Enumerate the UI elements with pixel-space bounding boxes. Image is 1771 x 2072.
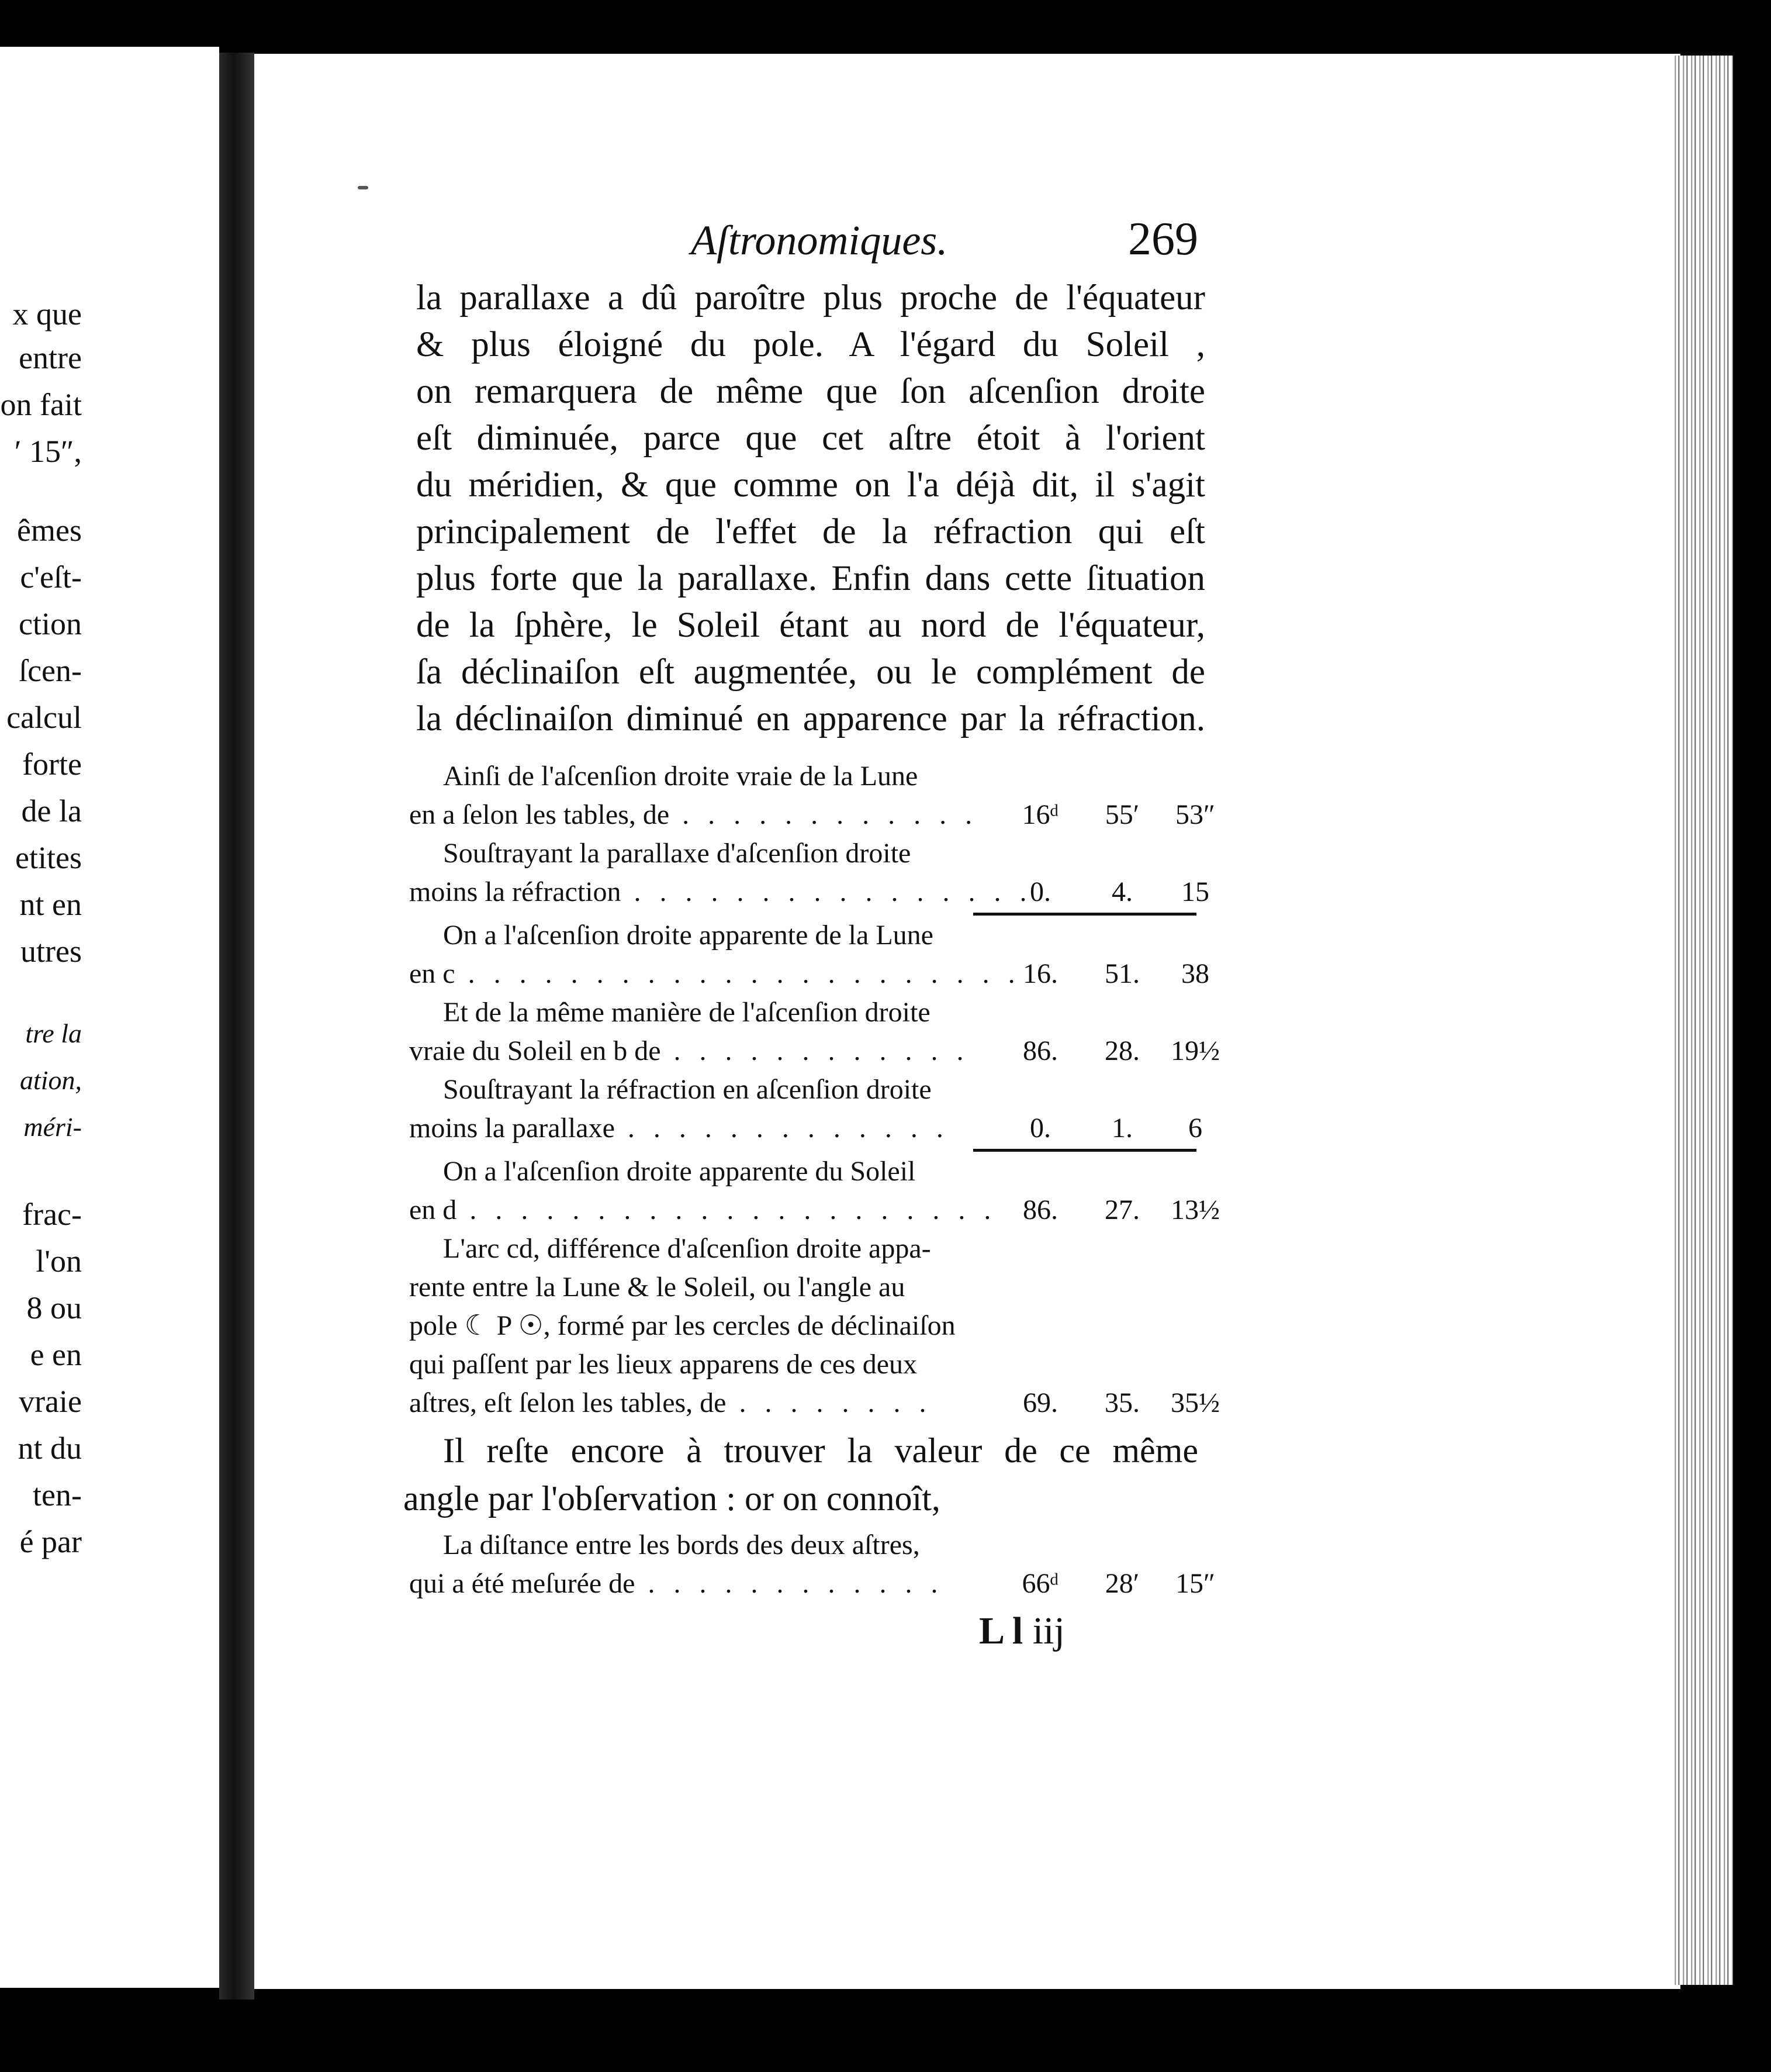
degrees-value [999, 1307, 1081, 1345]
degrees-value [999, 1526, 1081, 1565]
calc-label [409, 1109, 964, 1148]
degrees-value: 0. [1030, 1113, 1051, 1144]
minutes-value [1081, 834, 1163, 873]
closing-line: Il reſte encore à trouver la valeur de ce même [443, 1431, 1198, 1470]
calc-label [409, 834, 964, 873]
seconds-value [1163, 1268, 1227, 1307]
minutes-value: 51. [1105, 958, 1140, 989]
degrees-value [999, 1070, 1081, 1109]
paragraph-line: on remarquera de même que ſon aſcenſion droite [416, 372, 1205, 411]
calc-label-text: On a l'aſcenſion droite apparente de la Lune [443, 920, 933, 951]
paragraph-line: & plus éloigné du pole. A l'égard du Soleil , [416, 325, 1205, 364]
calc-row [409, 955, 1209, 993]
minutes-value [1081, 1070, 1163, 1109]
facing-page-line: nt du [18, 1431, 82, 1466]
page-number: 269 [1128, 213, 1198, 265]
facing-page-line: forte [22, 747, 82, 782]
minutes-value: 55′ [1105, 799, 1140, 830]
leader-dots: . . . . . . . . . . . . [660, 1035, 970, 1066]
calc-label [409, 1191, 997, 1230]
seconds-value [1163, 993, 1227, 1032]
calc-label-text: L'arc cd, différence d'aſcenſion droite appa- [443, 1233, 931, 1264]
calc-row [409, 1152, 1198, 1191]
paragraph-line: la déclinaiſon diminué en apparence par la réfraction. [416, 699, 1205, 738]
calc-label-text: moins la parallaxe [409, 1113, 615, 1144]
minutes-value [1081, 1526, 1163, 1565]
degrees-value [999, 757, 1081, 796]
seconds-value: 15″ [1175, 1568, 1215, 1599]
minutes-value: 28′ [1105, 1568, 1140, 1599]
calc-label-text: en c [409, 958, 455, 989]
facing-page-line: vraie [19, 1384, 82, 1419]
facing-page-line: e en [30, 1337, 82, 1372]
facing-page-line: ation, [19, 1065, 82, 1095]
minutes-value [1081, 1230, 1163, 1268]
leader-dots: . . . . . . . . . . . . . . . . [621, 876, 1033, 907]
seconds-value [1163, 1526, 1227, 1565]
calc-label [409, 1230, 964, 1268]
degrees-value [999, 993, 1081, 1032]
calc-label [409, 955, 1021, 993]
minutes-value: 4. [1112, 876, 1133, 907]
calc-label [409, 1152, 964, 1191]
paragraph-line: eſt diminuée, parce que cet aſtre étoit à l'orient [416, 419, 1205, 458]
minutes-value: 35. [1105, 1387, 1140, 1418]
leader-dots: . . . . . . . . . . . . [635, 1568, 944, 1599]
seconds-value: 38 [1181, 958, 1209, 989]
minutes-value [1081, 1152, 1163, 1191]
calc-label [409, 1307, 964, 1345]
calc-row [409, 1526, 1198, 1565]
facing-page-line: é par [19, 1524, 82, 1559]
degrees-value: 0. [1030, 876, 1051, 907]
calc-row [409, 1070, 1198, 1109]
calc-label [409, 796, 978, 834]
calc-row [409, 1032, 1220, 1070]
minutes-value [1081, 916, 1163, 955]
facing-page-line: x que [12, 296, 82, 331]
calc-row [409, 834, 1198, 873]
facing-page-line: c'eſt- [20, 560, 82, 595]
paragraph-line: plus forte que la parallaxe. Enfin dans cette ſituation [416, 559, 1205, 598]
degrees-value: 16ᵈ [1022, 799, 1059, 830]
calc-label [409, 873, 1033, 911]
paragraph-line: la parallaxe a dû paroître plus proche de l'équateur [416, 278, 1205, 317]
degrees-value [999, 1230, 1081, 1268]
facing-page-line: on fait [0, 387, 82, 422]
calc-label-text: Ainſi de l'aſcenſion droite vraie de la Lune [443, 761, 918, 792]
leader-dots: . . . . . . . . . . . . . . . . . . . . . [456, 1194, 997, 1225]
facing-page-line: l'on [36, 1244, 82, 1279]
calc-label [409, 1565, 964, 1603]
facing-page-line: ten- [33, 1477, 82, 1512]
calc-label-text: Souſtrayant la parallaxe d'aſcenſion droite [443, 838, 911, 869]
minutes-value [1081, 1307, 1163, 1345]
seconds-value: 19½ [1171, 1035, 1220, 1066]
degrees-value: 69. [1023, 1387, 1058, 1418]
calc-label-text: rente entre la Lune & le Soleil, ou l'angle au [409, 1272, 905, 1303]
leader-dots: . . . . . . . . [726, 1387, 932, 1418]
seconds-value: 13½ [1171, 1194, 1220, 1225]
calc-label-text: moins la réfraction [409, 876, 621, 907]
seconds-value [1163, 1230, 1227, 1268]
calc-label-text: pole ☾ P ☉, formé par les cercles de déclinaiſon [409, 1310, 956, 1341]
body-paragraph [416, 275, 1205, 743]
facing-page-line: calcul [6, 700, 82, 735]
minutes-value [1081, 1268, 1163, 1307]
calc-label [409, 1070, 964, 1109]
calc-label-text: Souſtrayant la réfraction en aſcenſion droite [443, 1074, 932, 1105]
minutes-value [1081, 1345, 1163, 1384]
ink-mark [358, 186, 368, 189]
calc-row [409, 1565, 1215, 1603]
calc-label-text: On a l'aſcenſion droite apparente du Soleil [443, 1156, 916, 1187]
calc-row [409, 1307, 1198, 1345]
facing-page-line: de la [21, 793, 82, 828]
calc-row [409, 757, 1198, 796]
calc-label [409, 1345, 964, 1384]
degrees-value [999, 1268, 1081, 1307]
seconds-value [1163, 916, 1227, 955]
facing-page-line: ſcen- [19, 653, 82, 688]
calc-label-text: vraie du Soleil en b de [409, 1035, 661, 1066]
calc-label [409, 757, 964, 796]
degrees-value: 86. [1023, 1035, 1058, 1066]
leader-dots: . . . . . . . . . . . . . . . . . . . . . . [455, 958, 1021, 989]
calc-label-text: qui a été meſurée de [409, 1568, 635, 1599]
facing-page-line: etites [15, 840, 82, 875]
closing-line: angle par l'obſervation : or on connoît, [403, 1479, 940, 1518]
seconds-value: 53″ [1175, 799, 1215, 830]
signature-number: iij [1032, 1610, 1065, 1652]
signature-letters: L l [979, 1610, 1023, 1652]
closing-paragraph [403, 1427, 1198, 1522]
seconds-value [1163, 1307, 1227, 1345]
calc-label-text: aſtres, eſt ſelon les tables, de [409, 1387, 727, 1418]
minutes-value: 1. [1112, 1113, 1133, 1144]
minutes-value: 27. [1105, 1194, 1140, 1225]
calc-row [409, 1268, 1198, 1307]
calc-label-text: Et de la même manière de l'aſcenſion droite [443, 997, 931, 1028]
paragraph-line: du méridien, & que comme on l'a déjà dit, il s'agit [416, 465, 1205, 505]
leader-dots: . . . . . . . . . . . . . [614, 1113, 949, 1144]
paragraph-line: ſa déclinaiſon eſt augmentée, ou le complément de [416, 652, 1205, 692]
facing-page-line: ′ 15″, [14, 434, 82, 469]
facing-page-line: méri- [23, 1112, 82, 1142]
signature-mark [979, 1609, 1065, 1653]
degrees-value: 66ᵈ [1022, 1568, 1059, 1599]
facing-page-line: ction [19, 606, 82, 641]
degrees-value [999, 916, 1081, 955]
facing-page-line: frac- [22, 1197, 82, 1232]
calc-row [409, 993, 1198, 1032]
facing-page-line: 8 ou [26, 1290, 82, 1325]
calc-label [409, 1032, 970, 1070]
facing-page-line: êmes [17, 513, 82, 548]
running-head: Aſtronomiques. [691, 217, 948, 264]
calc-row [409, 873, 1209, 911]
leader-dots: . . . . . . . . . . . . [669, 799, 978, 830]
seconds-value [1163, 757, 1227, 796]
calc-row [409, 1345, 1198, 1384]
calc-label [409, 993, 964, 1032]
facing-page-line: nt en [19, 887, 82, 922]
seconds-value: 35½ [1171, 1387, 1220, 1418]
seconds-value [1163, 1152, 1227, 1191]
facing-page-line: utres [20, 934, 82, 969]
calc-label [409, 1268, 964, 1307]
calc-row [409, 796, 1215, 834]
seconds-value [1163, 834, 1227, 873]
calc-label-text: La diſtance entre les bords des deux aſtres, [443, 1529, 920, 1560]
sum-rule [973, 913, 1196, 916]
calc-row [409, 1191, 1220, 1230]
seconds-value [1163, 1070, 1227, 1109]
seconds-value: 15 [1181, 876, 1209, 907]
calc-label [409, 916, 964, 955]
facing-page-line: tre la [25, 1018, 82, 1048]
degrees-value: 16. [1023, 958, 1058, 989]
sum-rule [973, 1149, 1196, 1152]
calc-label-text: qui paſſent par les lieux apparens de ces deux [409, 1349, 918, 1380]
calc-label [409, 1384, 964, 1422]
minutes-value [1081, 993, 1163, 1032]
minutes-value: 28. [1105, 1035, 1140, 1066]
seconds-value [1163, 1345, 1227, 1384]
calc-row [409, 916, 1198, 955]
calc-row [409, 1384, 1220, 1422]
calc-label [409, 1526, 964, 1565]
page-header [0, 213, 1210, 275]
paragraph-line: de la ſphère, le Soleil étant au nord de l'équateur, [416, 606, 1205, 645]
degrees-value: 86. [1023, 1194, 1058, 1225]
degrees-value [999, 834, 1081, 873]
calc-row [409, 1230, 1198, 1268]
calc-row [409, 1109, 1202, 1148]
facing-page-line: entre [19, 340, 82, 375]
minutes-value [1081, 757, 1163, 796]
calc-label-text: en a ſelon les tables, de [409, 799, 670, 830]
degrees-value [999, 1152, 1081, 1191]
paragraph-line: principalement de l'effet de la réfraction qui eſt [416, 512, 1205, 551]
calc-label-text: en d [409, 1194, 457, 1225]
degrees-value [999, 1345, 1081, 1384]
seconds-value: 6 [1188, 1113, 1202, 1144]
